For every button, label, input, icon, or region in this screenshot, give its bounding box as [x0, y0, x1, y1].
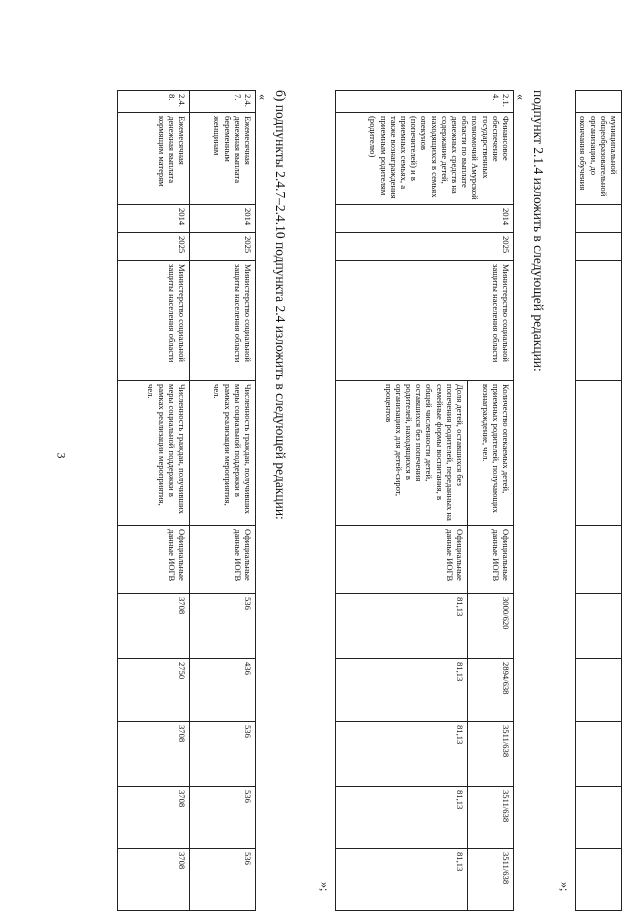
start-year: 2014 [336, 205, 514, 233]
closing-quote: »; [558, 882, 572, 892]
value-cell: 436 [190, 659, 256, 722]
section2-open-quote: « [256, 94, 270, 100]
value-cell: 536 [190, 787, 256, 849]
table-row [190, 91, 256, 911]
data-source: Официальные данные ИОГВ [190, 526, 256, 594]
executor: Министерство социальной защиты населения области [118, 261, 190, 381]
value-cell: 81,13 [336, 722, 468, 787]
section1-table [335, 90, 514, 911]
indicator: Численность граждан, получивших меры социальной поддержки в рамках реализации мероприятия, чел. [118, 381, 190, 526]
value-cell: 3511/638 [468, 849, 514, 911]
continuation-row [576, 91, 622, 911]
start-year: 2014 [118, 205, 190, 233]
value-cell: 81,13 [336, 787, 468, 849]
value-cell: 3511/638 [468, 722, 514, 787]
indicator: Количество опекаемых детей, приемных родителей, получающих вознаграждение, чел. [468, 381, 514, 526]
row-number: 2.1.4. [336, 91, 514, 113]
section2-table-block [117, 90, 256, 910]
section1-table-block [318, 90, 514, 910]
data-source: Официальные данные ИОГВ [118, 526, 190, 594]
cell-value [576, 722, 622, 787]
value-cell: 81,13 [336, 659, 468, 722]
continuation-table [575, 90, 622, 911]
cell-start [576, 205, 622, 233]
value-cell: 2750 [118, 659, 190, 722]
section2-table [117, 90, 256, 911]
section1-heading: подпункт 2.1.4 изложить в следующей редакции: [531, 90, 546, 372]
cell-value [576, 659, 622, 722]
table-row [468, 91, 514, 911]
indicator: Численность граждан, получивших меры социальной поддержки в рамках реализации мероприятия, чел. [190, 381, 256, 526]
value-cell: 536 [190, 594, 256, 659]
page-number: 3 [54, 452, 69, 459]
value-cell: 2894/638 [468, 659, 514, 722]
cell-source [576, 526, 622, 594]
row-number: 2.4.7. [190, 91, 256, 113]
indicator: Доля детей, оставшихся без попечения родителей, переданных на семейные формы воспитания, в общей численности детей, оставшихся без попечения родителей, находящихся в организациях для детей-сирот, процентов [336, 381, 468, 526]
continuation-table-block [558, 90, 622, 910]
value-cell: 3708 [118, 594, 190, 659]
end-year: 2025 [190, 233, 256, 261]
cell-value [576, 849, 622, 911]
section1-open-quote: « [514, 94, 528, 100]
value-cell: 81,13 [336, 594, 468, 659]
measure-name: Ежемесячная денежная выплата кормящим матерям [118, 113, 190, 205]
end-year: 2025 [336, 233, 514, 261]
value-cell: 3708 [118, 722, 190, 787]
value-cell: 3511/638 [468, 787, 514, 849]
end-year: 2025 [118, 233, 190, 261]
row-number: 2.4.8. [118, 91, 190, 113]
table-row [118, 91, 190, 911]
cell-num [576, 91, 622, 113]
start-year: 2014 [190, 205, 256, 233]
measure-name: Финансовое обеспечение государственных полномочий Амурской области по выплате денежных средств на содержание детей, находящихся в семьях опекунов (попечителей) и в приемных семьях, а также вознаграждения приемным родителям (родителю) [336, 113, 514, 205]
section2-heading: б) подпункты 2.4.7–2.4.10 подпункта 2.4 изложить в следующей редакции: [273, 90, 288, 520]
data-source: Официальные данные ИОГВ [468, 526, 514, 594]
value-cell: 3708 [118, 787, 190, 849]
closing-quote: »; [318, 882, 332, 892]
cell-indicator [576, 381, 622, 526]
executor: Министерство социальной защиты населения области [336, 261, 514, 381]
cell-value [576, 787, 622, 849]
cell-value [576, 594, 622, 659]
executor: Министерство социальной защиты населения области [190, 261, 256, 381]
data-source: Официальные данные ИОГВ [336, 526, 468, 594]
cell-executor [576, 261, 622, 381]
value-cell: 536 [190, 849, 256, 911]
cell-name: муниципальной общеобразовательной организации, до окончания обучения [576, 113, 622, 205]
value-cell: 3708 [118, 849, 190, 911]
measure-name: Ежемесячная денежная выплата беременным женщинам [190, 113, 256, 205]
value-cell: 3000/620 [468, 594, 514, 659]
value-cell: 81,13 [336, 849, 468, 911]
cell-end [576, 233, 622, 261]
value-cell: 536 [190, 722, 256, 787]
